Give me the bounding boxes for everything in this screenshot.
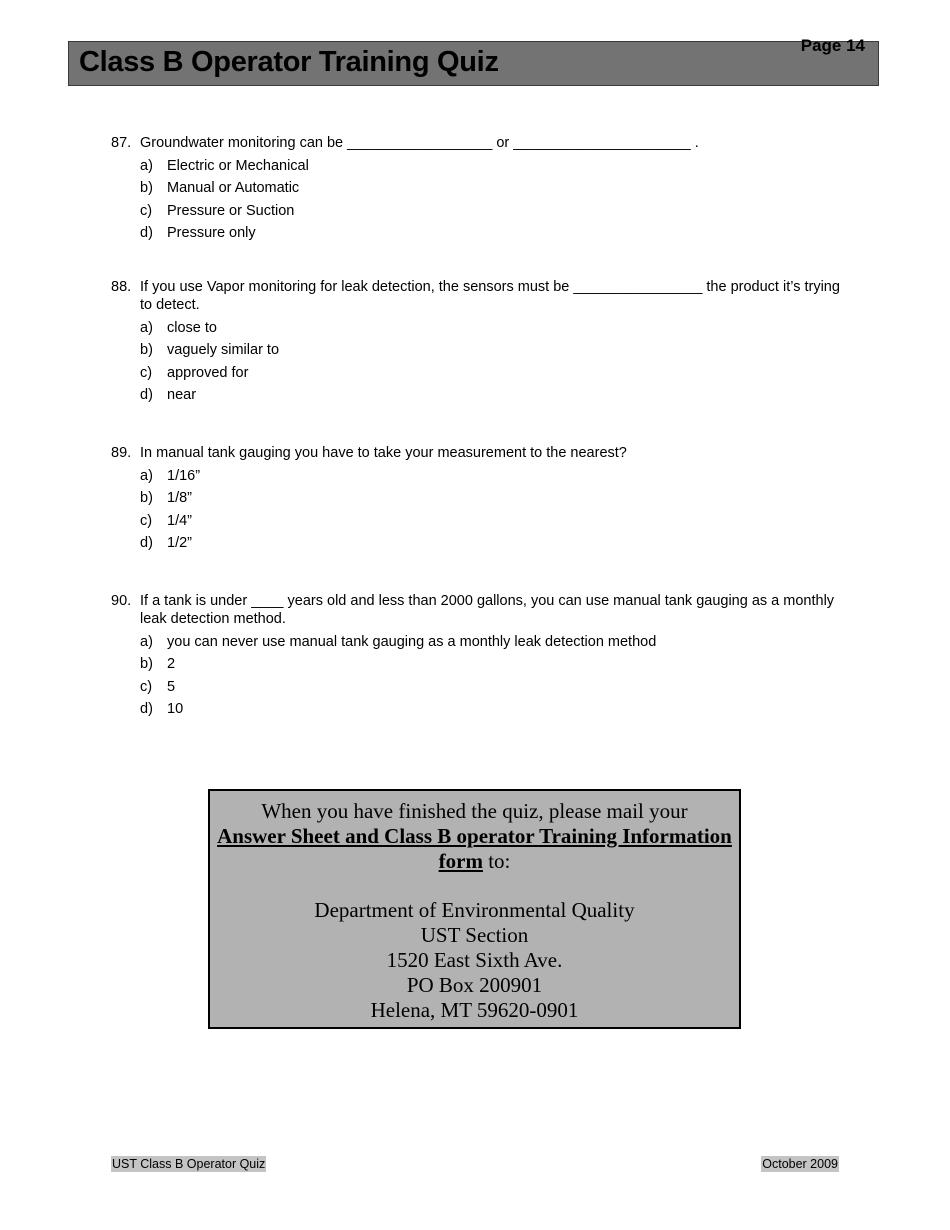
option-letter: a): [140, 467, 153, 484]
question-87: [111, 134, 841, 242]
option-c: [111, 678, 841, 696]
option-letter: b): [140, 490, 153, 506]
option-text: Manual or Automatic: [167, 180, 300, 196]
page-number: Page 14: [800, 36, 865, 55]
page-title: Class B Operator Training Quiz: [79, 46, 499, 78]
option-letter: d): [140, 225, 153, 241]
option-letter: a): [140, 319, 153, 336]
option-letter: c): [140, 512, 153, 529]
option-text: 1/2”: [167, 535, 192, 551]
question-stem: [111, 134, 841, 152]
question-text: In manual tank gauging you have to take your measurement to the nearest?: [140, 445, 627, 461]
mail-intro: When you have finished the quiz, please mail your: [261, 799, 688, 823]
option-letter: b): [140, 342, 153, 358]
option-text: 1/8”: [167, 490, 192, 506]
option-text: you can never use manual tank gauging as a monthly leak detection method: [167, 633, 657, 650]
question-text: If you use Vapor monitoring for leak detection, the sensors must be ________________ the product it’s trying to detect.: [140, 279, 840, 313]
option-text: 1/4”: [167, 512, 192, 529]
question-stem: [111, 278, 841, 314]
option-letter: a): [140, 157, 153, 174]
option-text: 2: [167, 656, 176, 672]
mailing-address: [210, 898, 739, 1023]
option-text: 1/16”: [167, 467, 201, 484]
question-90: [111, 592, 841, 718]
option-text: 10: [167, 701, 184, 717]
address-line: 1520 East Sixth Ave.: [386, 948, 563, 972]
option-letter: b): [140, 180, 153, 196]
option-a: [111, 633, 841, 651]
address-line: Department of Environmental Quality: [314, 898, 635, 922]
mail-suffix: to:: [482, 849, 511, 873]
option-c: [111, 512, 841, 530]
option-text: vaguely similar to: [167, 342, 280, 358]
option-b: [111, 489, 841, 507]
option-letter: d): [140, 535, 153, 551]
question-89: [111, 444, 841, 552]
option-text: Electric or Mechanical: [167, 157, 309, 174]
option-letter: c): [140, 202, 153, 219]
option-c: [111, 364, 841, 382]
header-bar: [68, 36, 879, 86]
question-text: If a tank is under ____ years old and less than 2000 gallons, you can use manual tank gauging as a monthly leak detection method.: [140, 593, 835, 627]
option-letter: c): [140, 364, 153, 381]
option-letter: c): [140, 678, 153, 695]
option-text: near: [167, 387, 197, 403]
option-text: Pressure only: [167, 225, 256, 241]
question-88: [111, 278, 841, 404]
mail-instructions-box: [208, 789, 741, 1029]
option-d: [111, 224, 841, 242]
footer-document-title: UST Class B Operator Quiz: [112, 1157, 266, 1171]
option-text: Pressure or Suction: [167, 202, 295, 219]
option-letter: d): [140, 701, 153, 717]
option-d: [111, 534, 841, 552]
option-b: [111, 179, 841, 197]
option-text: approved for: [167, 364, 249, 381]
option-d: [111, 700, 841, 718]
question-number: 87.: [111, 135, 132, 151]
footer-date: October 2009: [762, 1157, 838, 1171]
question-number: 89.: [111, 445, 132, 461]
option-d: [111, 386, 841, 404]
address-line: PO Box 200901: [406, 973, 543, 997]
option-a: [111, 319, 841, 337]
question-stem: [111, 592, 841, 628]
address-line: Helena, MT 59620-0901: [370, 998, 579, 1022]
option-a: [111, 157, 841, 175]
option-letter: b): [140, 656, 153, 672]
mail-required-documents: Answer Sheet and Class B operator Training Information form: [217, 824, 732, 873]
option-text: close to: [167, 319, 217, 336]
option-letter: d): [140, 387, 153, 403]
option-letter: a): [140, 633, 153, 650]
address-line: UST Section: [420, 923, 529, 947]
option-text: 5: [167, 678, 176, 695]
question-text: Groundwater monitoring can be __________________ or ______________________ .: [140, 135, 699, 151]
question-stem: [111, 444, 841, 462]
option-b: [111, 655, 841, 673]
option-c: [111, 202, 841, 220]
question-number: 90.: [111, 593, 132, 609]
mail-instructions-text: [210, 799, 739, 874]
question-number: 88.: [111, 279, 132, 295]
option-b: [111, 341, 841, 359]
option-a: [111, 467, 841, 485]
